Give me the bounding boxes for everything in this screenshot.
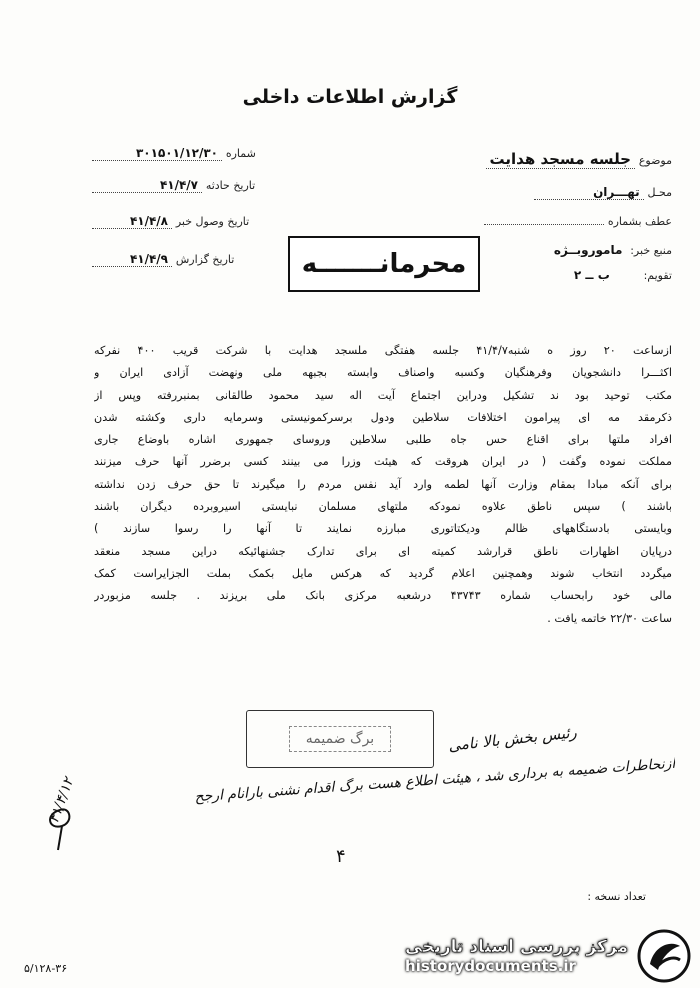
reference-code: ۵/۱۲۸-۳۶ (24, 962, 68, 975)
body-line: مکتب توحید بود ند تشکیل ودراین اجتماع آیت اله سید محمود طالقانی بمنبررفته وپس از (94, 388, 672, 402)
report-date-row (92, 252, 234, 267)
source-value: ماموروبــژه (553, 243, 623, 257)
archive-logo-icon (636, 928, 692, 984)
number-label: شماره (225, 147, 256, 160)
body-line: درپایان اظهارات ناطق قرارشد کمیته ای برای تدارک جشنهائیکه دراین مسجد منعقد (94, 544, 672, 558)
body-line: ساعت ۲۲/۳۰ خاتمه یافت . (547, 611, 672, 625)
evaluation-label: تقویم: (643, 269, 672, 282)
body-line: اکثـــرا دانشجویان وفرهنگیان وکسبه واصناف وابسته بجبهه ملی ونهضت آزادی ایران و (94, 366, 672, 380)
body-line: مالی خود رابحساب شماره ۴۳۷۴۳ درشعبه مرکزی بانک ملی بریزند . جلسه مزبوردر (94, 589, 672, 603)
received-date-label: تاریخ وصول خبر (175, 215, 250, 228)
reference-label: عطف بشماره (607, 215, 672, 228)
handwritten-date: ۴۱/۴/۱۲ (46, 775, 78, 826)
archive-watermark (374, 927, 692, 985)
body-line: ذکرمقد مه ای پیرامون اختلافات سلاطین ودول برسرکمونیستی وسرمایه داری وکشته شدن (94, 410, 672, 424)
page-title: گزارش اطلاعات داخلی (242, 86, 458, 108)
copies-label: تعداد نسخه : (587, 890, 646, 903)
confidential-stamp: محرمانـــــــه (288, 236, 480, 292)
subject-row (486, 150, 672, 169)
event-date-value: ۴۱/۴/۷ (159, 178, 198, 192)
handwritten-note: ازنحاطرات ضمیمه به برداری شد ، هیئت اطلاع هست برگ اقدام نشنی بارانام ارجح (194, 755, 676, 806)
watermark-persian: مرکز بررسی اسناد تاریخی (405, 937, 628, 957)
received-date-value: ۴۱/۴/۸ (129, 214, 168, 228)
office-seal (246, 710, 434, 768)
location-label: محـل (647, 186, 672, 199)
source-row (550, 243, 672, 257)
body-line: میگردد انتخاب شوند وهمچنین اعلام گردید که هرکس مایل بکمک بملت الجزایراست کمک (94, 566, 672, 580)
subject-label: موضوع (638, 154, 672, 167)
number-row (92, 146, 256, 161)
received-date-row (92, 214, 249, 229)
body-line: ازساعت ۲۰ روز ه شنبه۴۱/۴/۷ جلسه هفتگی ملسجد هدایت با شرکت قریب ۴۰۰ نفرکه (94, 344, 672, 357)
seal-text: برگ ضمیمه (289, 726, 391, 752)
handwritten-signer: رئیس بخش بالا نامی (447, 723, 578, 755)
body-line: برای آنکه مبادا بمقام وزارت آنها لطمه وارد آید نفس مردم را میگیرند تا حق حرف زدن نداشته (94, 477, 672, 491)
watermark-website: historydocuments.ir (405, 957, 576, 975)
body-line: باشند ) سپس ناطق علاوه نمودکه ملتهای مسلمان نبایستی اسیروبرده دیگران باشند (94, 500, 672, 514)
report-body (94, 340, 672, 630)
page-number: ۴ (336, 846, 346, 867)
location-row (534, 185, 672, 200)
location-value: تهـــران (593, 185, 640, 199)
number-value: ۳۰۱۵۰۱/۱۲/۳۰ (135, 146, 218, 160)
body-line: مملکت نموده وگفت ( در ایران هروقت که هیئت وزرا می بینند کسی برضرر آنها حرف میزنند (94, 455, 672, 469)
body-line: افراد ملتها برای اقناع حس جاه طلبی سلاطین وروسای جمهوری اشاره باوضاع جاری (94, 433, 672, 447)
event-date-row (92, 178, 255, 193)
reference-row (484, 214, 672, 228)
report-date-value: ۴۱/۴/۹ (129, 252, 168, 266)
body-line: وبایستی بادستگاههای ظالم ودیکتاتوری مبارزه نمایند تا آنها را رسوا سازند ) (94, 522, 672, 536)
subject-value: جلسه مسجد هدایت (489, 150, 631, 168)
event-date-label: تاریخ حادثه (205, 179, 256, 192)
evaluation-value: ب ــ ۲ (573, 268, 610, 282)
source-label: منبع خبر: (630, 244, 672, 257)
evaluation-row (570, 268, 672, 282)
report-date-label: تاریخ گزارش (175, 253, 235, 266)
